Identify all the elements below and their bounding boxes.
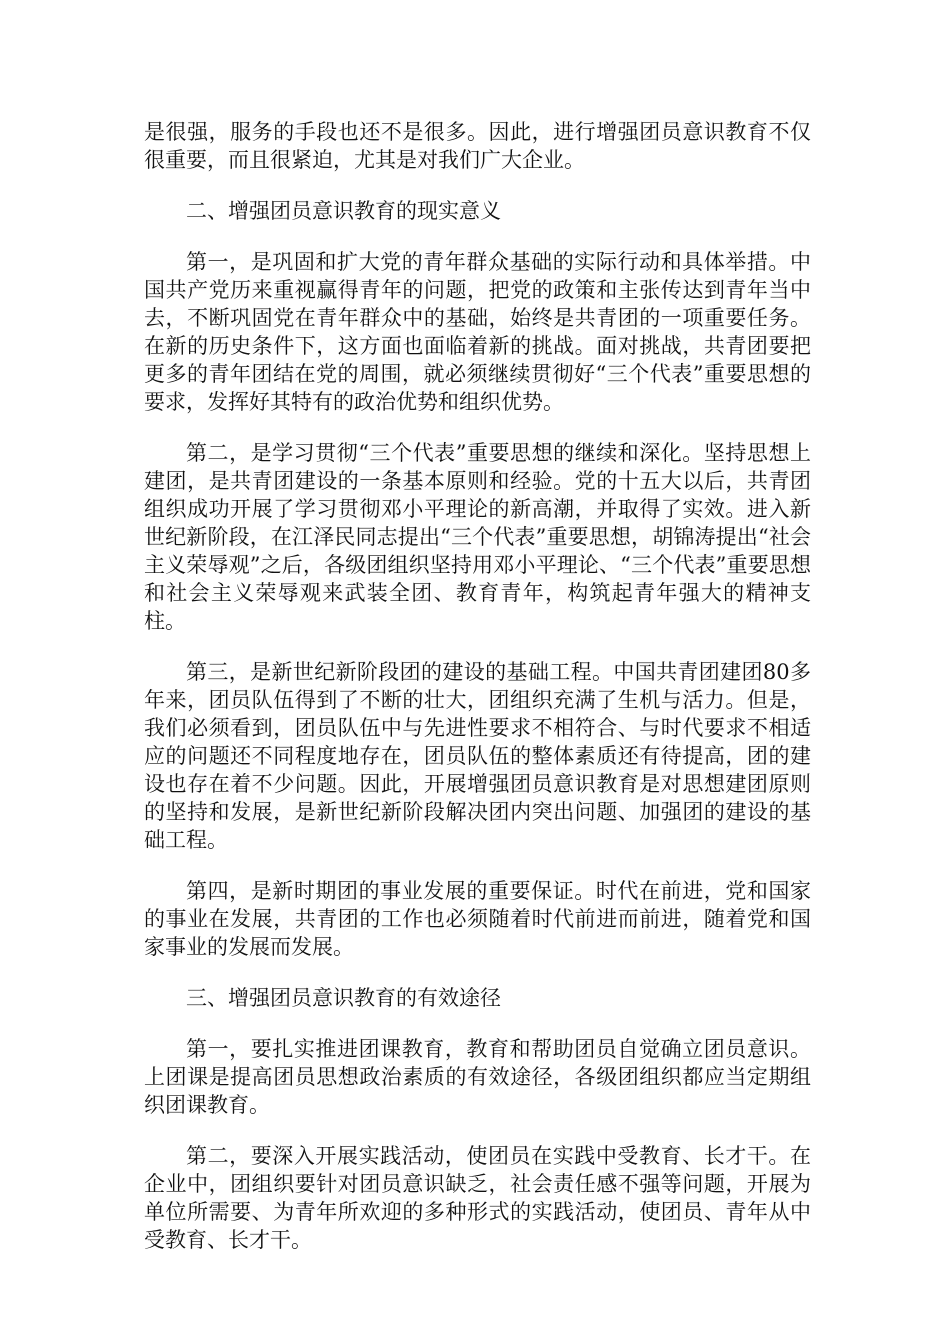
paragraph-first-significance: 第一，是巩固和扩大党的青年群众基础的实际行动和具体举措。中国共产党历来重视赢得青年的问题，把党的政策和主张传达到青年当中去，不断巩固党在青年群众中的基础，始终是共青团的一项重要任务。在新的历史条件下，这方面也面临着新的挑战。面对挑战，共青团要把更多的青年团结在党的周围，就必须继续贯彻好“三个代表”重要思想的要求，发挥好其特有的政治优势和组织优势。 xyxy=(144,250,811,414)
paragraph-continuation: 是很强，服务的手段也还不是很多。因此，进行增强团员意识教育不仅很重要，而且很紧迫，尤其是对我们广大企业。 xyxy=(144,120,811,172)
paragraph-second-significance: 第二，是学习贯彻“三个代表”重要思想的继续和深化。坚持思想上建团，是共青团建设的一条基本原则和经验。党的十五大以后，共青团组织成功开展了学习贯彻邓小平理论的新高潮，并取得了实效。进入新世纪新阶段，在江泽民同志提出“三个代表”重要思想，胡锦涛提出“社会主义荣辱观”之后，各级团组织坚持用邓小平理论、“三个代表”重要思想和社会主义荣辱观来武装全团、教育青年，构筑起青年强大的精神支柱。 xyxy=(144,441,811,633)
paragraph-third-significance: 第三，是新世纪新阶段团的建设的基础工程。中国共青团建团80多年来，团员队伍得到了不断的壮大，团组织充满了生机与活力。但是，我们必须看到，团员队伍中与先进性要求不相符合、与时代要求不相适应的问题还不同程度地存在，团员队伍的整体素质还有待提高，团的建设也存在着不少问题。因此，开展增强团员意识教育是对思想建团原则的坚持和发展，是新世纪新阶段解决团内突出问题、加强团的建设的基础工程。 xyxy=(144,660,811,852)
section-heading-3: 三、增强团员意识教育的有效途径 xyxy=(186,986,501,1010)
paragraph-fourth-significance: 第四，是新时期团的事业发展的重要保证。时代在前进，党和国家的事业在发展，共青团的工作也必须随着时代前进而前进，随着党和国家事业的发展而发展。 xyxy=(144,879,811,959)
paragraph-second-approach: 第二，要深入开展实践活动，使团员在实践中受教育、长才干。在企业中，团组织要针对团员意识缺乏，社会责任感不强等问题，开展为单位所需要、为青年所欢迎的多种形式的实践活动，使团员、青年从中受教育、长才干。 xyxy=(144,1144,811,1252)
paragraph-first-approach: 第一，要扎实推进团课教育，教育和帮助团员自觉确立团员意识。上团课是提高团员思想政治素质的有效途径，各级团组织都应当定期组织团课教育。 xyxy=(144,1037,811,1117)
document-page xyxy=(144,118,811,1254)
section-heading-2: 二、增强团员意识教育的现实意义 xyxy=(186,199,501,223)
